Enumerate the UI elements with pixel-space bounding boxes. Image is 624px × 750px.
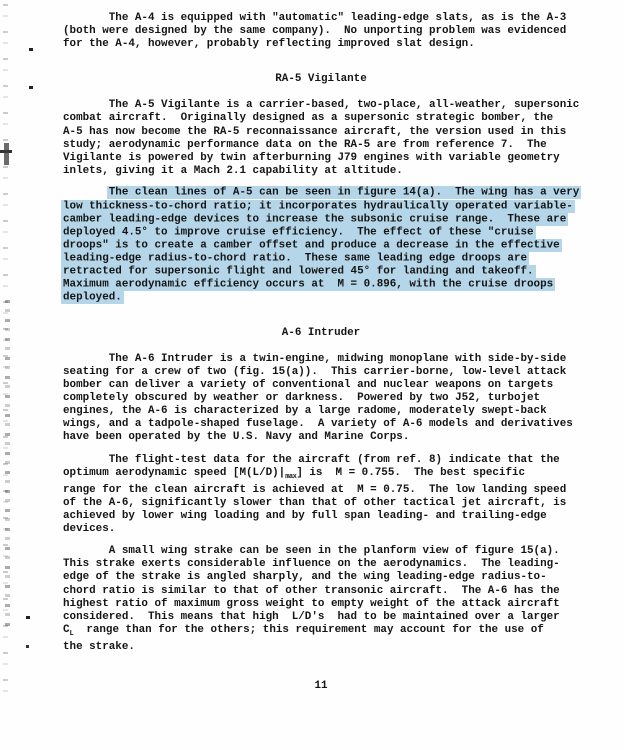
- text-line: study; aerodynamic performance data on the RA-5 are from reference 7. The: [63, 138, 547, 151]
- text-line: edge of the strake is angled sharply, and the wing leading-edge radius-to-: [63, 571, 547, 584]
- highlighted-text: deployed.: [63, 291, 122, 304]
- text-line: The A-4 is equipped with "automatic" leading-edge slats, as is the A-3: [63, 12, 567, 24]
- text-line: [63, 187, 579, 200]
- document-body: [63, 12, 579, 654]
- paragraph-a6-flight-test: [63, 454, 579, 537]
- text-line: seating for a crew of two (fig. 15(a)). This carrier-borne, low-level attack: [63, 365, 567, 378]
- text-line: A small wing strake can be seen in the planform view of figure 15(a).: [63, 545, 560, 558]
- scan-speck: [26, 616, 30, 619]
- text-line: (both were designed by the same company). No unporting problem was evidenced: [63, 25, 567, 38]
- text-line: [63, 226, 579, 239]
- highlighted-text: low thickness-to-chord ratio; it incorporates hydraulically operated variable-: [63, 200, 573, 213]
- text-line: highest ratio of maximum gross weight to empty weight of the attack aircraft: [63, 597, 560, 610]
- paragraph-a6-strake: [63, 545, 579, 654]
- text-line: [63, 213, 579, 226]
- text-line: The A-5 Vigilante is a carrier-based, two-place, all-weather, supersonic: [63, 99, 580, 112]
- heading-ra5-vigilante: RA-5 Vigilante: [275, 73, 367, 86]
- highlighted-text: Maximum aerodynamic efficiency occurs at M = 0.896, with the cruise droops: [63, 278, 554, 291]
- scan-noise-strip: [5, 300, 10, 630]
- scan-blob: [4, 143, 9, 165]
- paragraph-a4-slats: [63, 12, 579, 51]
- text-line: This strake exerts considerable influence on the aerodynamics. The leading-: [63, 558, 560, 571]
- text-line: The flight-test data for the aircraft (from ref. 8) indicate that the: [63, 453, 560, 466]
- text-line: the strake.: [63, 641, 135, 654]
- scan-dash: [0, 150, 12, 153]
- paragraph-a5-highlighted: [63, 187, 579, 305]
- text-line: A-5 has now become the RA-5 reconnaissance aircraft, the version used in this: [63, 125, 567, 138]
- paragraph-a6-overview: [63, 353, 579, 445]
- highlighted-text: retracted for supersonic flight and lowered 45° for landing and takeoff.: [63, 265, 534, 278]
- text-line: [63, 292, 579, 305]
- text-line: [63, 252, 579, 265]
- text-line: inlets, giving it a Mach 2.1 capability at altitude.: [63, 164, 403, 177]
- highlighted-text: deployed 4.5° to improve cruise efficiency. The effect of these "cruise: [63, 226, 534, 239]
- text-line: optimum aerodynamic speed $[M(L/D)|_{max}]$ is M = 0.755. The best specific: [63, 466, 526, 481]
- highlighted-text: camber leading-edge devices to increase the subsonic cruise range. These are: [63, 213, 567, 226]
- text-line: of the A-6, significantly slower than that of other tactical jet aircraft, is: [63, 496, 567, 509]
- text-line: completely obscured by weather or darkness. Powered by two J52, turbojet: [63, 392, 541, 405]
- text-line: have been operated by the U.S. Navy and Marine Corps.: [63, 431, 410, 444]
- text-line: considered. This means that high L/D's had to be maintained over a larger: [63, 610, 560, 623]
- text-line: [63, 266, 579, 279]
- text-line: [63, 239, 579, 252]
- text-line: The A-6 Intruder is a twin-engine, midwing monoplane with side-by-side: [63, 352, 567, 365]
- scan-noise-strip: [3, 4, 8, 704]
- text-line: engines, the A-6 is characterized by a large radome, moderately swept-back: [63, 405, 547, 418]
- text-line: combat aircraft. Originally designed as a supersonic strategic bomber, the: [63, 112, 554, 125]
- text-line: devices.: [63, 523, 116, 536]
- highlighted-text: leading-edge radius-to-chord ratio. These same leading edge droops are: [63, 252, 528, 265]
- text-line: bomber can deliver a variety of conventional and nuclear weapons on targets: [63, 379, 554, 392]
- text-line: [63, 279, 579, 292]
- scan-speck: [29, 86, 33, 89]
- heading-a6-intruder: A-6 Intruder: [281, 326, 361, 339]
- text-line: [63, 200, 579, 213]
- page-number: 11: [314, 680, 328, 693]
- text-line: $C_L$ range than for the others; this requirement may account for the use of: [63, 623, 544, 638]
- text-line: chord ratio is similar to that of other transonic aircraft. The A-6 has the: [63, 584, 560, 597]
- scan-speck: [29, 48, 33, 51]
- text-line: for the A-4, however, probably reflecting improved slat design.: [63, 38, 475, 51]
- text-line: wings, and a tadpole-shaped fuselage. A variety of A-6 models and derivatives: [63, 418, 573, 431]
- paragraph-a5-overview: [63, 99, 579, 178]
- text-line: Vigilante is powered by twin afterburning J79 engines with variable geometry: [63, 151, 560, 164]
- text-line: achieved by lower wing loading and by full span leading- and trailing-edge: [63, 510, 547, 523]
- highlighted-text: The clean lines of A-5 can be seen in figure 14(a). The wing has a very: [108, 186, 580, 199]
- highlighted-text: droops" is to create a camber offset and produce a decrease in the effective: [63, 239, 560, 252]
- scan-speck: [26, 645, 29, 648]
- text-line: range for the clean aircraft is achieved at M = 0.75. The low landing speed: [63, 483, 567, 496]
